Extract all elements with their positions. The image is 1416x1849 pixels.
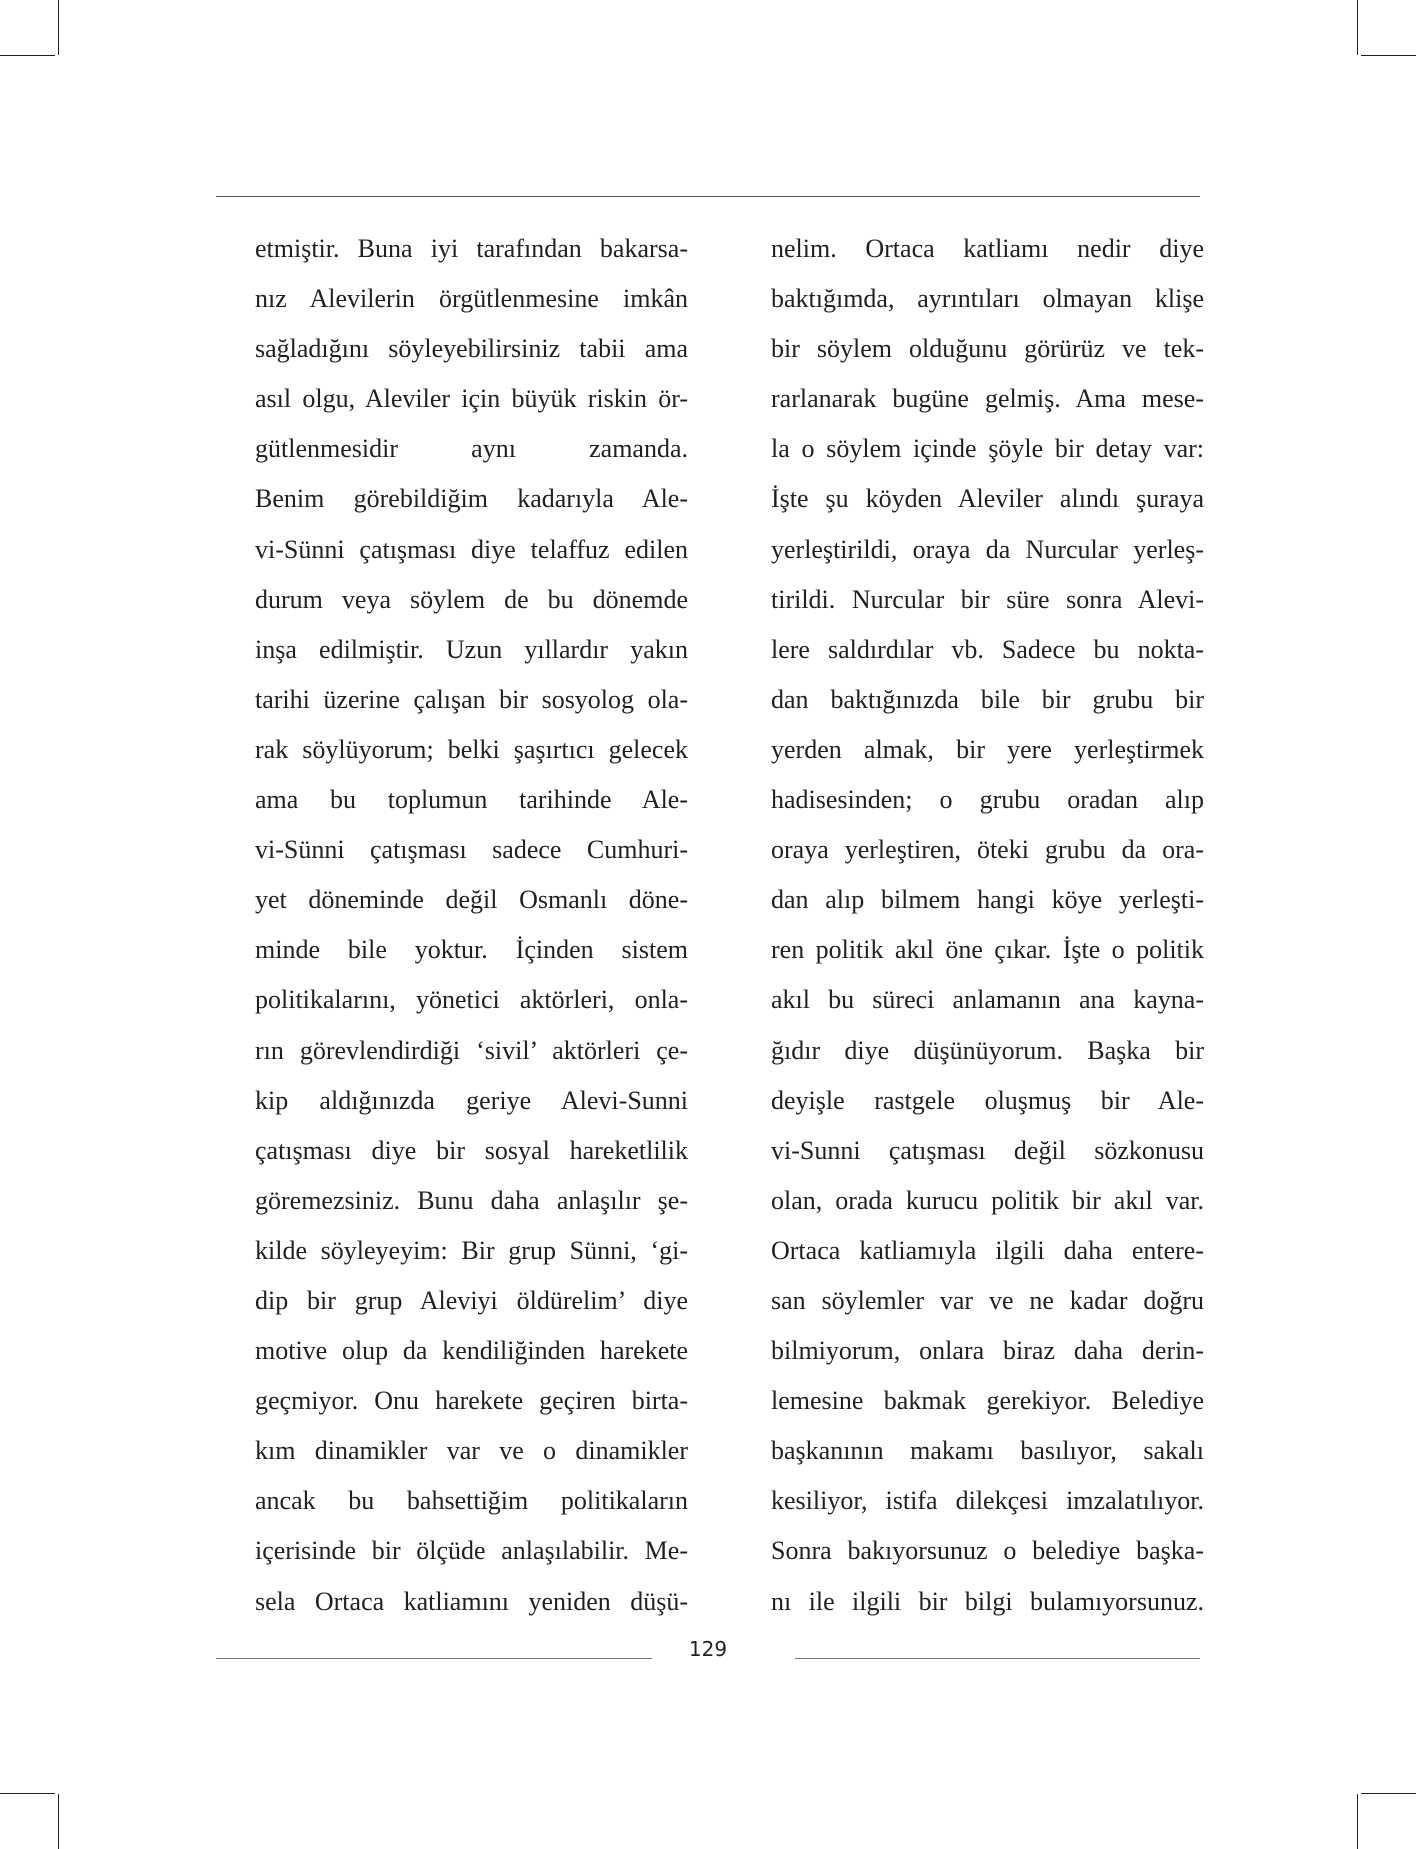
text-line: rak söylüyorum; belki şaşırtıcı gelecek xyxy=(255,734,688,764)
text-line: göremezsiniz. Bunu daha anlaşılır şe- xyxy=(255,1185,688,1215)
text-line: ren politik akıl öne çıkar. İşte o politik xyxy=(771,935,1204,965)
text-line: Sonra bakıyorsunuz o belediye başka- xyxy=(771,1536,1204,1566)
text-line: san söylemler var ve ne kadar doğru xyxy=(771,1285,1204,1315)
text-line: lere saldırdılar vb. Sadece bu nokta- xyxy=(771,634,1204,664)
text-line: ğıdır diye düşünüyorum. Başka bir xyxy=(771,1035,1204,1065)
text-line: sağladığını söyleyebilirsiniz tabii ama xyxy=(255,334,688,364)
text-line: Benim görebildiğim kadarıyla Ale- xyxy=(255,484,688,514)
text-line: hadisesinden; o grubu oradan alıp xyxy=(771,785,1204,815)
text-line: minde bile yoktur. İçinden sistem xyxy=(255,935,688,965)
text-line: çatışması diye bir sosyal hareketlilik xyxy=(255,1135,688,1165)
text-line: kesiliyor, istifa dilekçesi imzalatılıyor. xyxy=(771,1486,1204,1516)
text-line: nız Alevilerin örgütlenmesine imkân xyxy=(255,284,688,314)
text-line: başkanının makamı basılıyor, sakalı xyxy=(771,1436,1204,1466)
text-line: vi-Sünni çatışması sadece Cumhuri- xyxy=(255,835,688,865)
text-line: yet döneminde değil Osmanlı döne- xyxy=(255,885,688,915)
text-line: oraya yerleştiren, öteki grubu da ora- xyxy=(771,835,1204,865)
text-line: kip aldığınızda geriye Alevi-Sunni xyxy=(255,1085,688,1115)
text-line: asıl olgu, Aleviler için büyük riskin ör- xyxy=(255,384,688,414)
text-line: deyişle rastgele oluşmuş bir Ale- xyxy=(771,1085,1204,1115)
text-line: motive olup da kendiliğinden harekete xyxy=(255,1336,688,1366)
text-line: dan baktığınızda bile bir grubu bir xyxy=(771,684,1204,714)
text-line: yerden almak, bir yere yerleştirmek xyxy=(771,734,1204,764)
text-line: dip bir grup Aleviyi öldürelim’ diye xyxy=(255,1285,688,1315)
text-line: tarihi üzerine çalışan bir sosyolog ola- xyxy=(255,684,688,714)
crop-mark-bottom-right xyxy=(1361,1793,1416,1794)
text-line: rarlanarak bugüne gelmiş. Ama mese- xyxy=(771,384,1204,414)
header-rule xyxy=(216,196,1200,197)
text-line: rın görevlendirdiği ‘sivil’ aktörleri çe- xyxy=(255,1035,688,1065)
text-line: durum veya söylem de bu dönemde xyxy=(255,584,688,614)
page-number: 129 xyxy=(688,1637,728,1661)
text-line: yerleştirildi, oraya da Nurcular yerleş- xyxy=(771,534,1204,564)
text-line: bir söylem olduğunu görürüz ve tek- xyxy=(771,334,1204,364)
text-line: kilde söyleyeyim: Bir grup Sünni, ‘gi- xyxy=(255,1235,688,1265)
crop-mark-top-left xyxy=(0,55,55,56)
text-line: içerisinde bir ölçüde anlaşılabilir. Me- xyxy=(255,1536,688,1566)
text-line: etmiştir. Buna iyi tarafından bakarsa- xyxy=(255,234,688,263)
text-line: lemesine bakmak gerekiyor. Belediye xyxy=(771,1386,1204,1416)
text-line: Ortaca katliamıyla ilgili daha entere- xyxy=(771,1235,1204,1265)
text-line: akıl bu süreci anlamanın ana kayna- xyxy=(771,985,1204,1015)
crop-mark-bottom-left xyxy=(58,1794,59,1849)
footer-rule-right xyxy=(795,1658,1200,1659)
text-line: inşa edilmiştir. Uzun yıllardır yakın xyxy=(255,634,688,664)
footer-rule-left xyxy=(216,1658,652,1659)
crop-mark-bottom-left xyxy=(0,1793,55,1794)
text-line: dan alıp bilmem hangi köye yerleşti- xyxy=(771,885,1204,915)
left-text-column xyxy=(255,224,688,1627)
text-line: vi-Sünni çatışması diye telaffuz edilen xyxy=(255,534,688,564)
text-line: la o söylem içinde şöyle bir detay var: xyxy=(771,434,1204,464)
text-line: tirildi. Nurcular bir süre sonra Alevi- xyxy=(771,584,1204,614)
crop-mark-top-right xyxy=(1357,0,1358,55)
text-line: ancak bu bahsettiğim politikaların xyxy=(255,1486,688,1516)
text-line: nelim. Ortaca katliamı nedir diye xyxy=(771,234,1204,263)
text-line: nı ile ilgili bir bilgi bulamıyorsunuz. xyxy=(771,1586,1204,1616)
crop-mark-top-left xyxy=(58,0,59,55)
text-line: ama bu toplumun tarihinde Ale- xyxy=(255,785,688,815)
crop-mark-bottom-right xyxy=(1357,1794,1358,1849)
text-line: İşte şu köyden Aleviler alındı şuraya xyxy=(771,484,1204,514)
text-line: gütlenmesidir aynı zamanda. xyxy=(255,434,688,464)
text-line: olan, orada kurucu politik bir akıl var. xyxy=(771,1185,1204,1215)
text-line: baktığımda, ayrıntıları olmayan klişe xyxy=(771,284,1204,314)
text-line: vi-Sunni çatışması değil sözkonusu xyxy=(771,1135,1204,1165)
right-text-column xyxy=(771,224,1204,1627)
crop-mark-top-right xyxy=(1361,55,1416,56)
text-line: bilmiyorum, onlara biraz daha derin- xyxy=(771,1336,1204,1366)
text-line: kım dinamikler var ve o dinamikler xyxy=(255,1436,688,1466)
text-line: politikalarını, yönetici aktörleri, onla- xyxy=(255,985,688,1015)
text-line: geçmiyor. Onu harekete geçiren birta- xyxy=(255,1386,688,1416)
text-line: sela Ortaca katliamını yeniden düşü- xyxy=(255,1586,688,1616)
